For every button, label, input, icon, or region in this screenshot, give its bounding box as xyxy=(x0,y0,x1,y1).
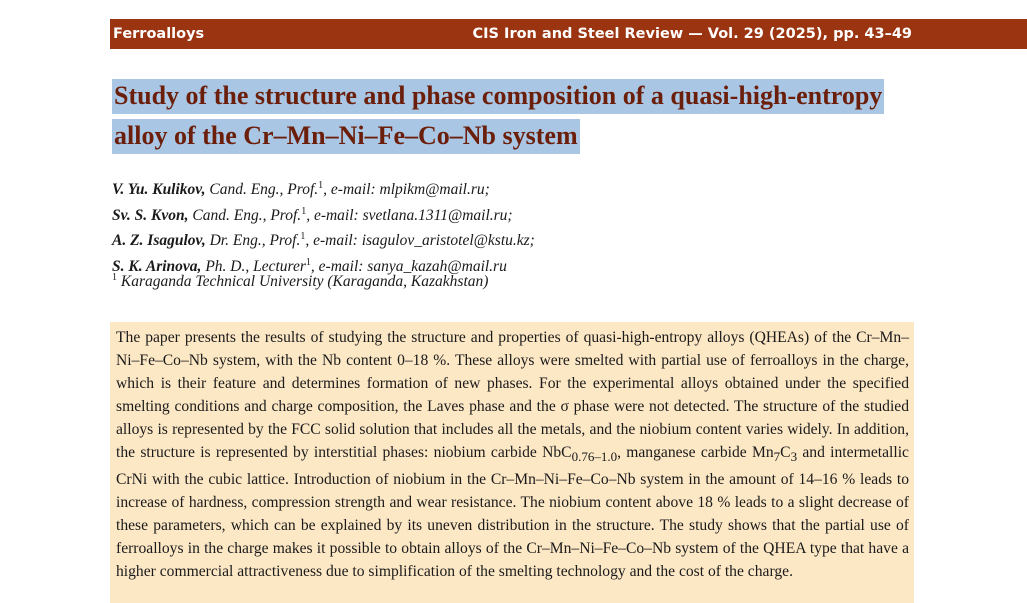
abstract-text xyxy=(116,326,909,583)
author-email[interactable]: , e-mail: mlpikm@mail.ru; xyxy=(323,181,490,199)
article-title[interactable] xyxy=(112,76,932,156)
author-email[interactable]: , e-mail: isagulov_aristotel@kstu.kz; xyxy=(305,232,535,250)
author-email[interactable]: , e-mail: sanya_kazah@mail.ru xyxy=(310,258,507,276)
affiliation-marker: 1 xyxy=(112,272,117,283)
abstract-text-part: C xyxy=(780,444,791,461)
author-entry xyxy=(112,226,535,252)
header-bar xyxy=(110,19,1027,49)
affiliation-marker: 1 xyxy=(301,205,307,217)
affiliation-marker: 1 xyxy=(318,180,324,191)
affiliation xyxy=(112,272,488,291)
subscript: 3 xyxy=(790,449,798,465)
affiliation-marker: 1 xyxy=(305,256,311,268)
subscript: 7 xyxy=(773,449,781,465)
author-degree: Cand. Eng., Prof. xyxy=(205,181,319,199)
journal-citation: CIS Iron and Steel Review — Vol. 29 (2025), pp. 43–49 xyxy=(472,26,912,42)
author-name: A. Z. Isagulov, xyxy=(112,232,206,250)
author-degree: Cand. Eng., Prof. xyxy=(188,206,302,224)
subscript: 0.76–1.0 xyxy=(571,449,618,465)
title-line-1[interactable]: Study of the structure and phase composition of a quasi-high-entropy xyxy=(112,79,884,114)
author-degree: Ph. D., Lecturer xyxy=(201,258,306,276)
author-email[interactable]: , e-mail: svetlana.1311@mail.ru; xyxy=(306,206,513,224)
affiliation-text: Karaganda Technical University (Karaganda, Kazakhstan) xyxy=(117,273,489,291)
author-degree: Dr. Eng., Prof. xyxy=(205,232,301,250)
affiliation-marker: 1 xyxy=(300,231,306,243)
title-line-2[interactable]: alloy of the Cr–Mn–Ni–Fe–Co–Nb system xyxy=(112,119,580,154)
author-name: Sv. S. Kvon, xyxy=(112,206,189,224)
abstract-text-part: The paper presents the results of studying the structure and properties of quasi-high-entropy alloys (QHEAs) of the Cr–Mn–Ni–Fe–Co–Nb system, with the Nb content 0–18 %. These alloys were smelted with partial use of ferroalloys in the charge, which is their feature and determines formation of new phases. For the experimental alloys obtained under the specified smelting conditions and charge composition, the Laves phase and the σ phase were not detected. The structure of the studied alloys is represented by the FCC solid solution that includes all the metals, and the niobium content varies widely. In addition, the structure is represented by interstitial phases: niobium carbide NbC xyxy=(116,329,909,461)
author-name: S. K. Arinova, xyxy=(112,258,202,276)
abstract-text-part: , manganese carbide Mn xyxy=(617,444,774,461)
section-label: Ferroalloys xyxy=(113,26,205,42)
abstract-text-part: and intermetallic CrNi with the cubic lattice. Introduction of niobium in the Cr–Mn–Ni–Fe–Co–Nb system in the amount of 14–16 % leads to increase of hardness, compression strength and wear resistance. The niobium content above 18 % leads to a slight decrease of these parameters, which can be explained by its uneven distribution in the structure. The study shows that the partial use of ferroalloys in the charge makes it possible to obtain alloys of the Cr–Mn–Ni–Fe–Co–Nb system of the QHEA type that have a higher commercial attractiveness due to simplification of the smelting technology and the cost of the charge. xyxy=(116,444,909,581)
author-list xyxy=(112,175,535,278)
author-entry xyxy=(112,201,535,227)
author-name: V. Yu. Kulikov, xyxy=(112,181,206,199)
author-entry xyxy=(112,175,535,201)
abstract-box xyxy=(110,322,914,603)
